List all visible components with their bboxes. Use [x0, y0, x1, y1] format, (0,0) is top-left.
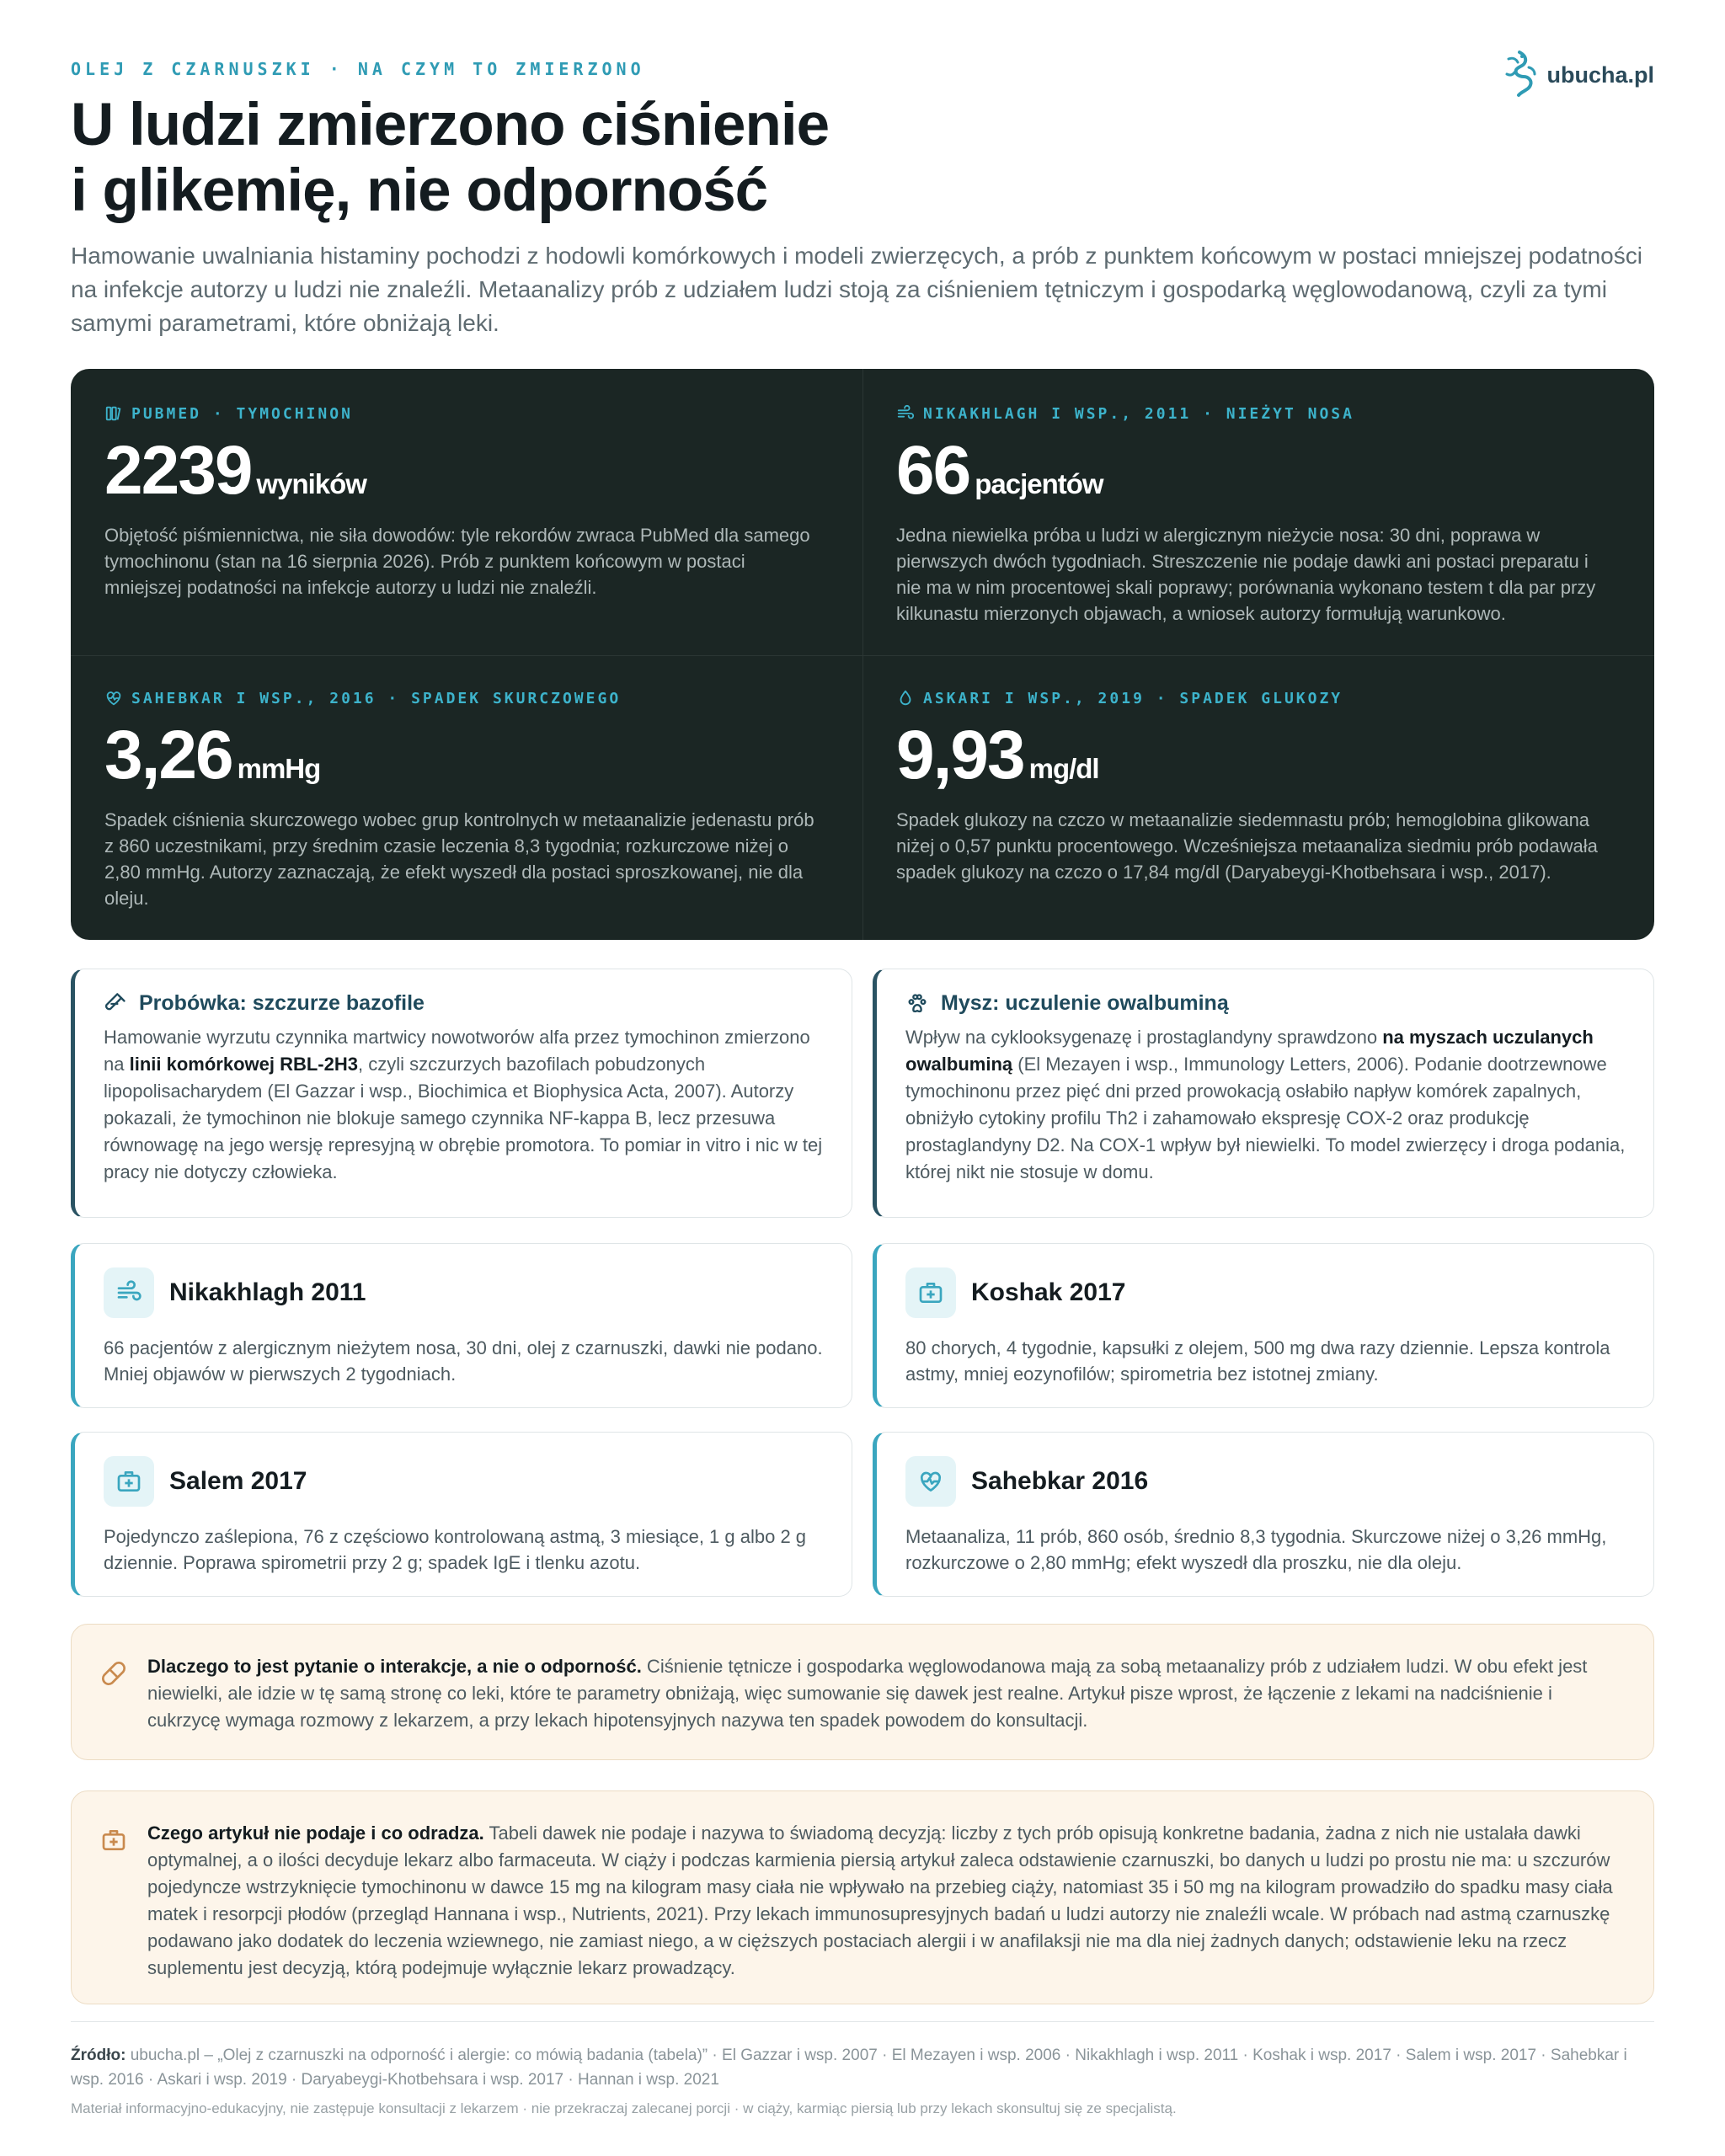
- note-heading: Dlaczego to jest pytanie o interakcje, a nie o odporność.: [147, 1656, 642, 1677]
- highlight-card-mouse: [873, 969, 1654, 1218]
- stat-unit: wyników: [256, 468, 366, 499]
- study-icon-box: [104, 1456, 154, 1507]
- source-text: ubucha.pl – „Olej z czarnuszki na odporność i alergie: co mówią badania (tabela)” · El Gazzar i wsp. 2007 · El Mezayen i wsp. 2006 · Nikakhlagh i wsp. 2011 · Koshak i wsp. 2017 · Salem i wsp. 2017 · Sahebkar i wsp. 2016 · Askari i wsp. 2019 · Daryabeygi-Khotbehsara i wsp. 2017 · Hannan i wsp. 2021: [71, 2047, 1627, 2089]
- stats-panel: [71, 369, 1654, 940]
- study-card-nikakhlagh: [71, 1243, 852, 1408]
- books-icon: [104, 404, 123, 423]
- stat-pubmed: [104, 404, 862, 600]
- stat-sahebkar: [104, 689, 862, 911]
- study-description: 80 chorych, 4 tygodnie, kapsułki z olejem, 500 mg dwa razy dziennie. Lepsza kontrola astmy, mniej eozynofilów; spirometria bez istotnej zmiany.: [905, 1337, 1610, 1385]
- source-label: Źródło:: [71, 2047, 126, 2064]
- stat-description: Spadek ciśnienia skurczowego wobec grup kontrolnych w metaanalizie jedenastu prób z 860 uczestnikami, przy średnim czasie leczenia 8,3 tygodnia; rozkurczowe niżej o 2,80 mmHg. Autorzy zaznaczają, że efekt wyszedł dla postaci sproszkowanej, nie dla oleju.: [104, 809, 814, 909]
- stat-description: Jedna niewielka próba u ludzi w alergicznym nieżycie nosa: 30 dni, poprawa w pierwszych dwóch tygodniach. Streszczenie nie podaje dawki ani postaci preparatu i nie ma w nim procentowej skali poprawy; porównania wykonano testem t dla par przy kilkunastu mierzonych objawach, a wniosek autorzy formułują warunkowo.: [896, 525, 1596, 624]
- medical-kit-icon: [115, 1468, 142, 1495]
- heart-pulse-icon: [104, 689, 123, 707]
- note-not-provided: [71, 1790, 1654, 2004]
- stat-unit: mmHg: [237, 753, 321, 784]
- stat-value: 3,26: [104, 717, 232, 793]
- stats-divider-horizontal: [71, 655, 1654, 656]
- study-name: Nikakhlagh 2011: [169, 1278, 366, 1306]
- note-interactions: [71, 1624, 1654, 1760]
- stat-unit: pacjentów: [975, 468, 1103, 499]
- wind-icon: [896, 404, 915, 423]
- note-text: [147, 1653, 1620, 1734]
- study-icon-box: [905, 1267, 956, 1318]
- note-heading: Czego artykuł nie podaje i co odradza.: [147, 1822, 484, 1844]
- stat-askari: [896, 689, 1654, 885]
- stats-divider-vertical: [862, 369, 863, 940]
- study-name: Koshak 2017: [971, 1278, 1126, 1306]
- text-segment: , czyli szczurzych bazofilach pobudzonych lipopolisacharydem (El Gazzar i wsp., Biochimica et Biophysica Acta, 2007). Autorzy pokazali, że tymochinon nie blokuje samego czynnika NF-kappa B, lecz przesuwa równowagę na jego wersję represyjną w obrębie promotora. To pomiar in vitro i nic w tej pracy nie dotyczy człowieka.: [104, 1054, 823, 1182]
- stat-description: Objętość piśmiennictwa, nie siła dowodów: tyle rekordów zwraca PubMed dla samego tymochinonu (stan na 16 sierpnia 2026). Prób z punktem końcowym w postaci mniejszej podatności na infekcje autorzy u ludzi nie znaleźli.: [104, 525, 810, 598]
- note-text: [147, 1820, 1620, 1982]
- heart-pulse-icon: [917, 1468, 944, 1495]
- stat-nikakhlagh: [896, 404, 1654, 627]
- lead-paragraph: Hamowanie uwalniania histaminy pochodzi z hodowli komórkowych i modeli zwierzęcych, a prób z punktem końcowym w postaci mniejszej podatności na infekcje autorzy u ludzi nie znaleźli. Metaanalizy prób z udziałem ludzi stoją za ciśnieniem tętniczym i gospodarką węglowodanową, czyli za tymi samymi parametrami, które obniżają leki.: [71, 243, 1642, 336]
- stat-value: 2239: [104, 432, 252, 509]
- medical-kit-icon: [917, 1279, 944, 1306]
- study-card-sahebkar: [873, 1432, 1654, 1597]
- stat-value: 9,93: [896, 717, 1024, 793]
- title-line-2: i glikemię, nie odporność: [71, 157, 768, 224]
- stat-label: PUBMED · TYMOCHINON: [131, 404, 353, 423]
- study-icon-box: [905, 1456, 956, 1507]
- stat-value: 66: [896, 432, 970, 509]
- study-description: Pojedynczo zaślepiona, 76 z częściowo kontrolowaną astmą, 3 miesiące, 1 g albo 2 g dziennie. Poprawa spirometrii przy 2 g; spadek IgE i tlenku azotu.: [104, 1526, 807, 1573]
- study-description: Metaanaliza, 11 prób, 860 osób, średnio 8,3 tygodnia. Skurczowe niżej o 3,26 mmHg, rozkurczowe o 2,80 mmHg; efekt wyszedł dla proszku, nie dla oleju.: [905, 1526, 1607, 1573]
- text-segment: Hamowanie wyrzutu czynnika martwicy nowotworów alfa przez tymochinon zmierzono na: [104, 1027, 810, 1075]
- test-tube-icon: [104, 992, 127, 1016]
- stat-unit: mg/dl: [1028, 753, 1099, 784]
- highlight-title: Probówka: szczurze bazofile: [139, 991, 425, 1015]
- study-name: Sahebkar 2016: [971, 1467, 1149, 1495]
- stat-description: Spadek glukozy na czczo w metaanalizie siedemnastu prób; hemoglobina glikowana niżej o 0,57 punktu procentowego. Wcześniejsza metaanaliza siedmiu prób podawała spadek glukozy na czczo o 17,84 mg/dl (Daryabeygi-Khotbehsara i wsp., 2017).: [896, 809, 1598, 883]
- highlight-body: [104, 1024, 826, 1186]
- stat-label: NIKAKHLAGH I WSP., 2011 · NIEŻYT NOSA: [923, 404, 1354, 423]
- bold-segment: na myszach uczulanych owalbuminą: [905, 1027, 1594, 1075]
- study-card-koshak: [873, 1243, 1654, 1408]
- highlight-body: [905, 1024, 1628, 1186]
- brand-name: ubucha.pl: [1546, 61, 1654, 88]
- wind-icon: [115, 1279, 142, 1306]
- study-icon-box: [104, 1267, 154, 1318]
- note-body: Tabeli dawek nie podaje i nazywa to świadomą decyzją: liczby z tych prób opisują konkretne badania, żadna z nich nie ustalała dawki optymalnej, a o ilości decyduje lekarz albo farmaceuta. W ciąży i podczas karmienia piersią artykuł zaleca odstawienie czarnuszki, bo danych u ludzi po prostu nie ma: u szczurów pojedyncze wstrzyknięcie tymochinonu w dawce 15 mg na kilogram masy ciała nie wpływało na przebieg ciąży, natomiast 35 i 50 mg na kilogram prowadziło do spadku masy ciała matek i resorpcji płodów (przegląd Hannana i wsp., Nutrients, 2021). Przy lekach immunosupresyjnych badań u ludzi autorzy nie znaleźli wcale. W próbach nad astmą czarnuszkę podawano jako dodatek do leczenia wziewnego, nie zamiast niego, a w cięższych postaciach alergii i w anafilaksji nie ma dla niej żadnych danych; odstawienie leku na rzecz suplementu jest decyzją, którą podejmuje wyłącznie lekarz prowadzący.: [147, 1822, 1613, 1978]
- droplet-icon: [896, 689, 915, 707]
- highlight-title: Mysz: uczulenie owalbuminą: [941, 991, 1229, 1015]
- pill-icon: [100, 1660, 127, 1687]
- highlight-card-test-tube: [71, 969, 852, 1218]
- footer-sources: [71, 2043, 1654, 2092]
- study-description: 66 pacjentów z alergicznym nieżytem nosa, 30 dni, olej z czarnuszki, dawki nie podano. Mniej objawów w pierwszych 2 tygodniach.: [104, 1337, 823, 1385]
- footer-divider: [71, 2021, 1654, 2022]
- bold-segment: linii komórkowej RBL-2H3: [129, 1054, 358, 1075]
- brand[interactable]: [1500, 49, 1655, 101]
- dragon-logo-icon: [1500, 49, 1539, 101]
- medical-kit-icon: [100, 1827, 127, 1854]
- text-segment: (El Mezayen i wsp., Immunology Letters, 2006). Podanie dootrzewnowe tymochinonu przez pięć dni przed prowokacją osłabiło napływ komórek zapalnych, obniżyło cytokiny profilu Th2 i zahamowało ekspresję COX-2 oraz produkcję prostaglandyny D2. Na COX-1 wpływ był niewielki. To model zwierzęcy i droga podania, której nikt nie stosuje w domu.: [905, 1054, 1626, 1182]
- study-card-salem: [71, 1432, 852, 1597]
- title-line-1: U ludzi zmierzono ciśnienie: [71, 92, 830, 158]
- text-segment: Wpływ na cyklooksygenazę i prostaglandyny sprawdzono: [905, 1027, 1383, 1048]
- note-body: Ciśnienie tętnicze i gospodarka węglowodanowa mają za sobą metaanalizy prób z udziałem ludzi. W obu efekt jest niewielki, ale idzie w tę samą stronę co leki, które te parametry obniżają, więc sumowanie się dawek jest realne. Artykuł pisze wprost, że łączenie z lekami na nadciśnienie i cukrzycę wymaga rozmowy z lekarzem, a przy lekach hipotensyjnych nazywa ten spadek powodem do konsultacji.: [147, 1656, 1588, 1731]
- paw-icon: [905, 992, 929, 1016]
- stat-label: SAHEBKAR I WSP., 2016 · SPADEK SKURCZOWEGO: [131, 689, 622, 707]
- footer-disclaimer: Materiał informacyjno-edukacyjny, nie zastępuje konsultacji z lekarzem · nie przekraczaj zalecanej porcji · w ciąży, karmiąc piersią lub przy lekach skonsultuj się ze specjalistą.: [71, 2100, 1177, 2116]
- page-title: [71, 93, 829, 224]
- eyebrow: OLEJ Z CZARNUSZKI · NA CZYM TO ZMIERZONO: [71, 59, 645, 79]
- stat-label: ASKARI I WSP., 2019 · SPADEK GLUKOZY: [923, 689, 1343, 707]
- study-name: Salem 2017: [169, 1467, 307, 1495]
